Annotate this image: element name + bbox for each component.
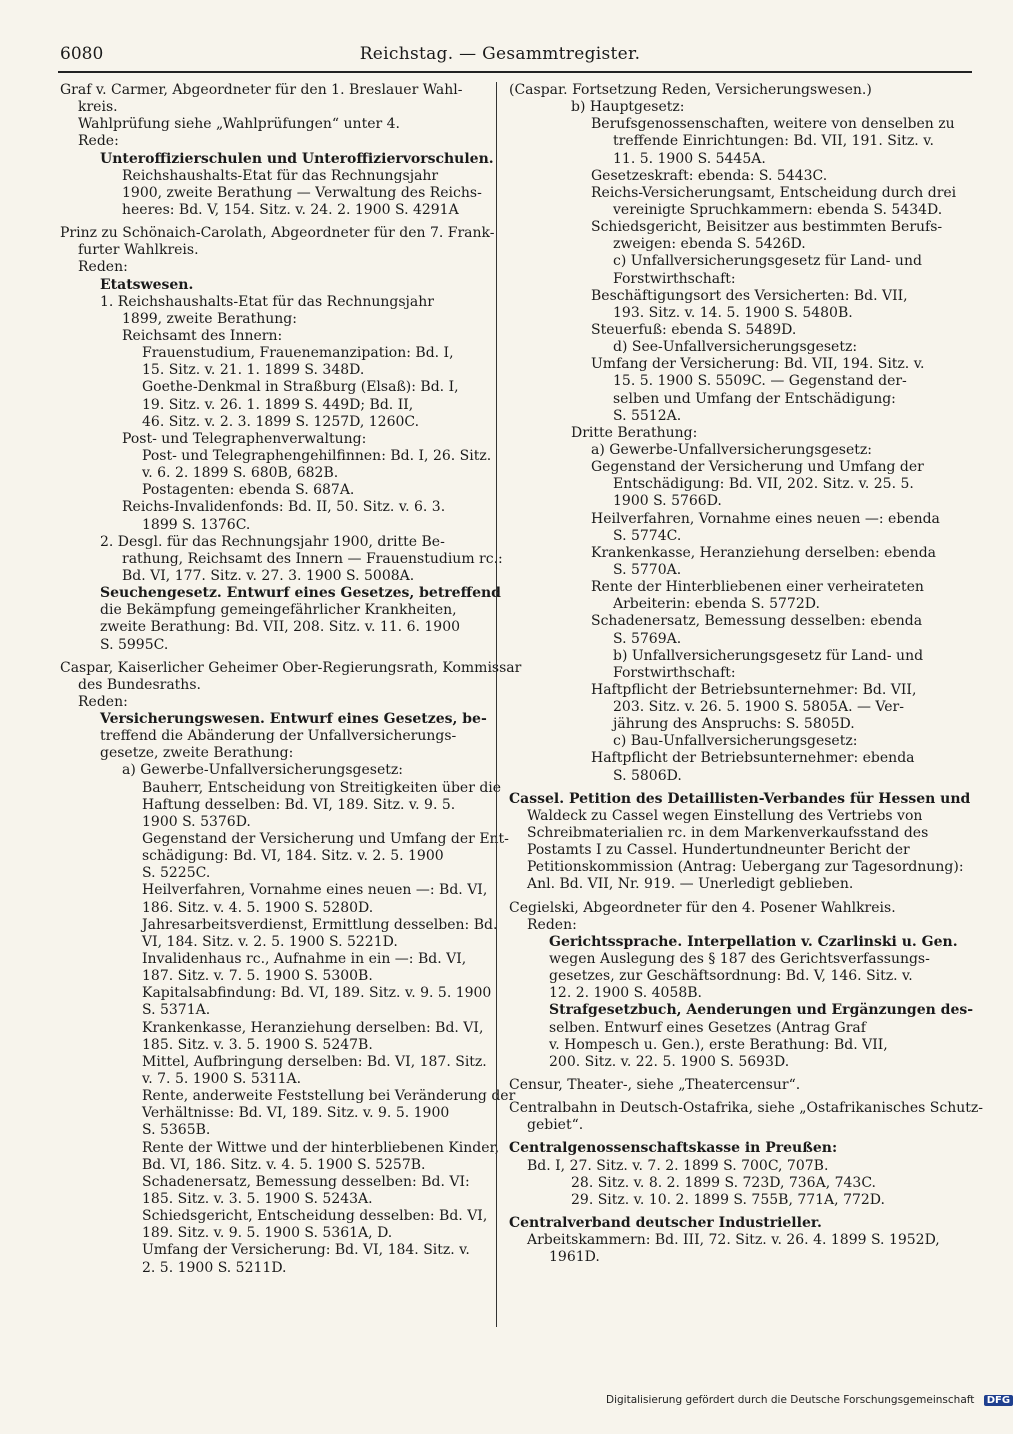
text-line: Reden: [78,693,128,710]
text-line: S. 5365B. [142,1122,211,1139]
text-line: Umfang der Versicherung: Bd. VII, 194. Sitz. v. [591,356,925,373]
text-line: Dritte Berathung: [571,424,698,441]
text-line: 2. Desgl. für das Rechnungsjahr 1900, dritte Be- [100,533,445,550]
text-line: 1900 S. 5376D. [142,813,251,830]
text-line: Kapitalsabfindung: Bd. VI, 189. Sitz. v. 9. 5. 1900 [142,985,492,1002]
running-head: Reichstag. — Gesammtregister. [359,44,641,64]
text-line: treffende Einrichtungen: Bd. VII, 191. Sitz. v. [613,133,934,150]
text-line: Caspar, Kaiserlicher Geheimer Ober-Regierungsrath, Kommissar [60,659,522,676]
text-line: 15. Sitz. v. 21. 1. 1899 S. 348D. [142,362,365,379]
text-line: Graf v. Carmer, Abgeordneter für den 1. Breslauer Wahl- [60,82,463,98]
text-line: selben. Entwurf eines Gesetzes (Antrag Graf [549,1019,866,1036]
text-line: Bd. VI, 177. Sitz. v. 27. 3. 1900 S. 5008A. [122,567,415,584]
text-line: vereinigte Spruchkammern: ebenda S. 5434D. [613,201,943,218]
text-line: Forstwirthschaft: [613,270,736,287]
text-line: rathung, Reichsamt des Innern — Frauenstudium rc.: [122,550,503,567]
text-line: 11. 5. 1900 S. 5445A. [613,150,766,167]
text-line: d) See-Unfallversicherungsgesetz: [613,339,858,356]
text-line: 12. 2. 1900 S. 4058B. [549,985,702,1002]
text-line: b) Hauptgesetz: [571,99,685,116]
text-line: 19. Sitz. v. 26. 1. 1899 S. 449D; Bd. II, [142,396,414,413]
entry-heading-line: Seuchengesetz. Entwurf eines Gesetzes, betreffend [100,585,501,602]
text-line: 1961D. [549,1249,600,1266]
entry-heading-line: Versicherungswesen. Entwurf eines Gesetzes, be- [100,711,487,728]
text-line: a) Gewerbe-Unfallversicherungsgesetz: [122,762,403,779]
text-line: Reichs-Invalidenfonds: Bd. II, 50. Sitz. v. 6. 3. [122,499,446,516]
text-line: Haftpflicht der Betriebsunternehmer: Bd. VII, [591,681,917,698]
text-line: 185. Sitz. v. 3. 5. 1900 S. 5243A. [142,1191,373,1207]
text-line: Invalidenhaus rc., Aufnahme in ein —: Bd. VI, [142,951,467,968]
entry-heading-line: Centralverband deutscher Industrieller. [509,1215,822,1231]
entry-heading-line: Gerichtssprache. Interpellation v. Czarlinski u. Gen. [549,933,958,950]
text-line: Bd. I, 27. Sitz. v. 7. 2. 1899 S. 700C, 707B. [527,1157,829,1174]
text-line: zweite Berathung: Bd. VII, 208. Sitz. v. 11. 6. 1900 [100,619,461,636]
text-line: S. 5770A. [613,561,682,578]
text-line: Reichs-Versicherungsamt, Entscheidung durch drei [591,184,957,201]
text-line: Reden: [527,916,577,933]
text-line: Heilverfahren, Vornahme eines neuen —: ebenda [591,510,940,527]
text-line: Centralbahn in Deutsch-Ostafrika, siehe „Ostafrikanisches Schutz- [509,1100,983,1117]
text-line: Mittel, Aufbringung derselben: Bd. VI, 187. Sitz. [142,1053,487,1070]
text-line: Frauenstudium, Frauenemanzipation: Bd. I, [142,345,454,362]
text-line: 193. Sitz. v. 14. 5. 1900 S. 5480B. [613,304,853,321]
text-line: 189. Sitz. v. 9. 5. 1900 S. 5361A, D. [142,1225,393,1242]
text-line: Wahlprüfung siehe „Wahlprüfungen“ unter 4. [78,116,400,133]
text-line: Haftung desselben: Bd. VI, 189. Sitz. v. 9. 5. [142,796,456,813]
text-line: des Bundesraths. [78,676,201,693]
text-line: wegen Auslegung des § 187 des Gerichtsverfassungs- [549,951,930,968]
text-line: Anl. Bd. VII, Nr. 919. — Unerledigt geblieben. [527,876,854,893]
text-line: Gesetzeskraft: ebenda: S. 5443C. [591,167,828,184]
text-line: zweigen: ebenda S. 5426D. [613,236,806,253]
text-line: Rente der Hinterbliebenen einer verheirateten [591,579,924,596]
text-line: Post- und Telegraphengehilfinnen: Bd. I, 26. Sitz. [142,447,492,464]
page-number: 6080 [60,44,104,64]
text-line: Berufsgenossenschaften, weitere von denselben zu [591,116,955,133]
text-line: 15. 5. 1900 S. 5509C. — Gegenstand der- [613,373,907,390]
text-line: S. 5371A. [142,1002,211,1019]
text-line: Post- und Telegraphenverwaltung: [122,430,367,447]
text-line: S. 5774C. [613,527,682,544]
text-line: furter Wahlkreis. [78,242,199,259]
text-line: Petitionskommission (Antrag: Uebergang zur Tagesordnung): [527,859,964,876]
text-line: 186. Sitz. v. 4. 5. 1900 S. 5280D. [142,899,374,916]
text-line: 203. Sitz. v. 26. 5. 1900 S. 5805A. — Ver- [613,699,904,716]
text-line: Arbeiterin: ebenda S. 5772D. [613,596,820,613]
text-line: Forstwirthschaft: [613,664,736,681]
text-line: Reden: [78,259,128,276]
text-line: heeres: Bd. V, 154. Sitz. v. 24. 2. 1900 S. 4291A [122,201,459,218]
text-line: Rente, anderweite Feststellung bei Veränderung der [142,1088,516,1105]
text-line: Schadenersatz, Bemessung desselben: ebenda [591,613,923,630]
left-column [60,82,522,1277]
entry-heading-line: Etatswesen. [100,276,194,293]
text-line: 28. Sitz. v. 8. 2. 1899 S. 723D, 736A, 743C. [571,1174,876,1191]
text-line: Gegenstand der Versicherung und Umfang der [591,459,924,476]
text-line: S. 5806D. [613,767,682,784]
text-line: Entschädigung: Bd. VII, 202. Sitz. v. 25. 5. [613,476,914,493]
text-line: gesetze, zweite Berathung: [100,745,294,762]
text-line: v. 7. 5. 1900 S. 5311A. [142,1071,302,1088]
text-line: S. 5225C. [142,865,211,882]
text-line: jährung des Anspruchs: S. 5805D. [613,716,855,733]
text-line: kreis. [78,99,118,116]
text-line: Postagenten: ebenda S. 687A. [142,482,355,499]
text-line: Heilverfahren, Vornahme eines neuen —: Bd. VI, [142,882,488,899]
dfg-logo: DFG [984,1395,1013,1406]
header-rule [58,71,972,73]
text-line: VI, 184. Sitz. v. 2. 5. 1900 S. 5221D. [142,933,398,950]
text-line: Censur, Theater-, siehe „Theatercensur“. [509,1077,801,1094]
text-line: Schreibmaterialien rc. in dem Markenverkaufsstand des [527,825,929,842]
text-line: Jahresarbeitsverdienst, Ermittlung desselben: Bd. [142,916,498,933]
text-line: Rente der Wittwe und der hinterbliebenen Kinder, [142,1139,500,1156]
text-line: Krankenkasse, Heranziehung derselben: ebenda [591,544,937,561]
text-line: Bd. VI, 186. Sitz. v. 4. 5. 1900 S. 5257B. [142,1156,426,1173]
entry-heading-line: Unteroffizierschulen und Unteroffiziervorschulen. [100,150,494,167]
text-line: S. 5512A. [613,407,682,424]
text-line: Postamts I zu Cassel. Hundertundneunter Bericht der [527,842,910,859]
footer-credit [606,1394,1013,1406]
text-line: Arbeitskammern: Bd. III, 72. Sitz. v. 26. 4. 1899 S. 1952D, [527,1232,940,1249]
right-column [509,82,983,1266]
entry-heading-line: Centralgenossenschaftskasse in Preußen: [509,1140,838,1157]
text-line: 1899, zweite Berathung: [122,310,297,327]
text-line: Beschäftigungsort des Versicherten: Bd. VII, [591,287,908,304]
text-line: Schadenersatz, Bemessung desselben: Bd. VI: [142,1173,470,1190]
text-line: 1. Reichshaushalts-Etat für das Rechnungsjahr [100,293,434,310]
entry-heading-line: Cassel. Petition des Detaillisten-Verbandes für Hessen und [509,790,971,807]
text-line: Gegenstand der Versicherung und Umfang der Ent- [142,831,509,848]
text-line: gesetzes, zur Geschäftsordnung: Bd. V, 146. Sitz. v. [549,968,913,985]
text-line: Krankenkasse, Heranziehung derselben: Bd. VI, [142,1019,484,1036]
text-line: (Caspar. Fortsetzung Reden, Versicherungswesen.) [509,82,872,98]
text-line: a) Gewerbe-Unfallversicherungsgesetz: [591,441,872,458]
text-line: Umfang der Versicherung: Bd. VI, 184. Sitz. v. [142,1242,470,1259]
footer-text: Digitalisierung gefördert durch die Deutsche Forschungsgemeinschaft [606,1394,975,1406]
text-line: die Bekämpfung gemeingefährlicher Krankheiten, [100,602,457,619]
text-line: 29. Sitz. v. 10. 2. 1899 S. 755B, 771A, 772D. [571,1191,885,1208]
text-line: v. Hompesch u. Gen.), erste Berathung: Bd. VII, [549,1036,888,1053]
text-line: 185. Sitz. v. 3. 5. 1900 S. 5247B. [142,1036,373,1053]
text-line: Schiedsgericht, Entscheidung desselben: Bd. VI, [142,1208,488,1225]
text-line: Bauherr, Entscheidung von Streitigkeiten über die [142,779,502,796]
column-divider [496,82,497,1327]
text-line: b) Unfallversicherungsgesetz für Land- und [613,647,924,664]
text-line: 2. 5. 1900 S. 5211D. [142,1259,287,1276]
text-line: selben und Umfang der Entschädigung: [613,390,896,407]
text-line: Cegielski, Abgeordneter für den 4. Posener Wahlkreis. [509,899,896,916]
text-line: 1900, zweite Berathung — Verwaltung des Reichs- [122,184,482,201]
text-line: v. 6. 2. 1899 S. 680B, 682B. [142,465,339,482]
text-line: Waldeck zu Cassel wegen Einstellung des Vertriebs von [527,807,923,824]
text-line: Steuerfuß: ebenda S. 5489D. [591,321,797,338]
text-line: Reichsamt des Innern: [122,327,283,344]
text-line: 46. Sitz. v. 2. 3. 1899 S. 1257D, 1260C. [142,413,420,430]
text-line: Prinz zu Schönaich-Carolath, Abgeordneter für den 7. Frank- [60,225,495,242]
text-line: treffend die Abänderung der Unfallversicherungs- [100,728,457,745]
text-line: Haftpflicht der Betriebsunternehmer: ebenda [591,750,915,767]
text-line: Goethe-Denkmal in Straßburg (Elsaß): Bd. I, [142,379,459,396]
text-line: S. 5995C. [100,636,169,653]
text-line: 1899 S. 1376C. [142,516,251,533]
text-line: schädigung: Bd. VI, 184. Sitz. v. 2. 5. 1900 [142,848,444,865]
text-line: c) Bau-Unfallversicherungsgesetz: [613,733,858,750]
text-line: c) Unfallversicherungsgesetz für Land- und [613,253,922,270]
text-line: Verhältnisse: Bd. VI, 189. Sitz. v. 9. 5. 1900 [142,1105,450,1122]
text-line: gebiet“. [527,1117,584,1134]
text-line: S. 5769A. [613,630,682,647]
text-line: 1900 S. 5766D. [613,493,722,510]
text-line: 187. Sitz. v. 7. 5. 1900 S. 5300B. [142,968,373,985]
text-line: Reichshaushalts-Etat für das Rechnungsjahr [122,167,439,184]
entry-heading-line: Strafgesetzbuch, Aenderungen und Ergänzungen des- [549,1002,974,1019]
text-line: Schiedsgericht, Beisitzer aus bestimmten Berufs- [591,219,943,236]
text-line: Rede: [78,133,119,150]
text-line: 200. Sitz. v. 22. 5. 1900 S. 5693D. [549,1053,790,1070]
